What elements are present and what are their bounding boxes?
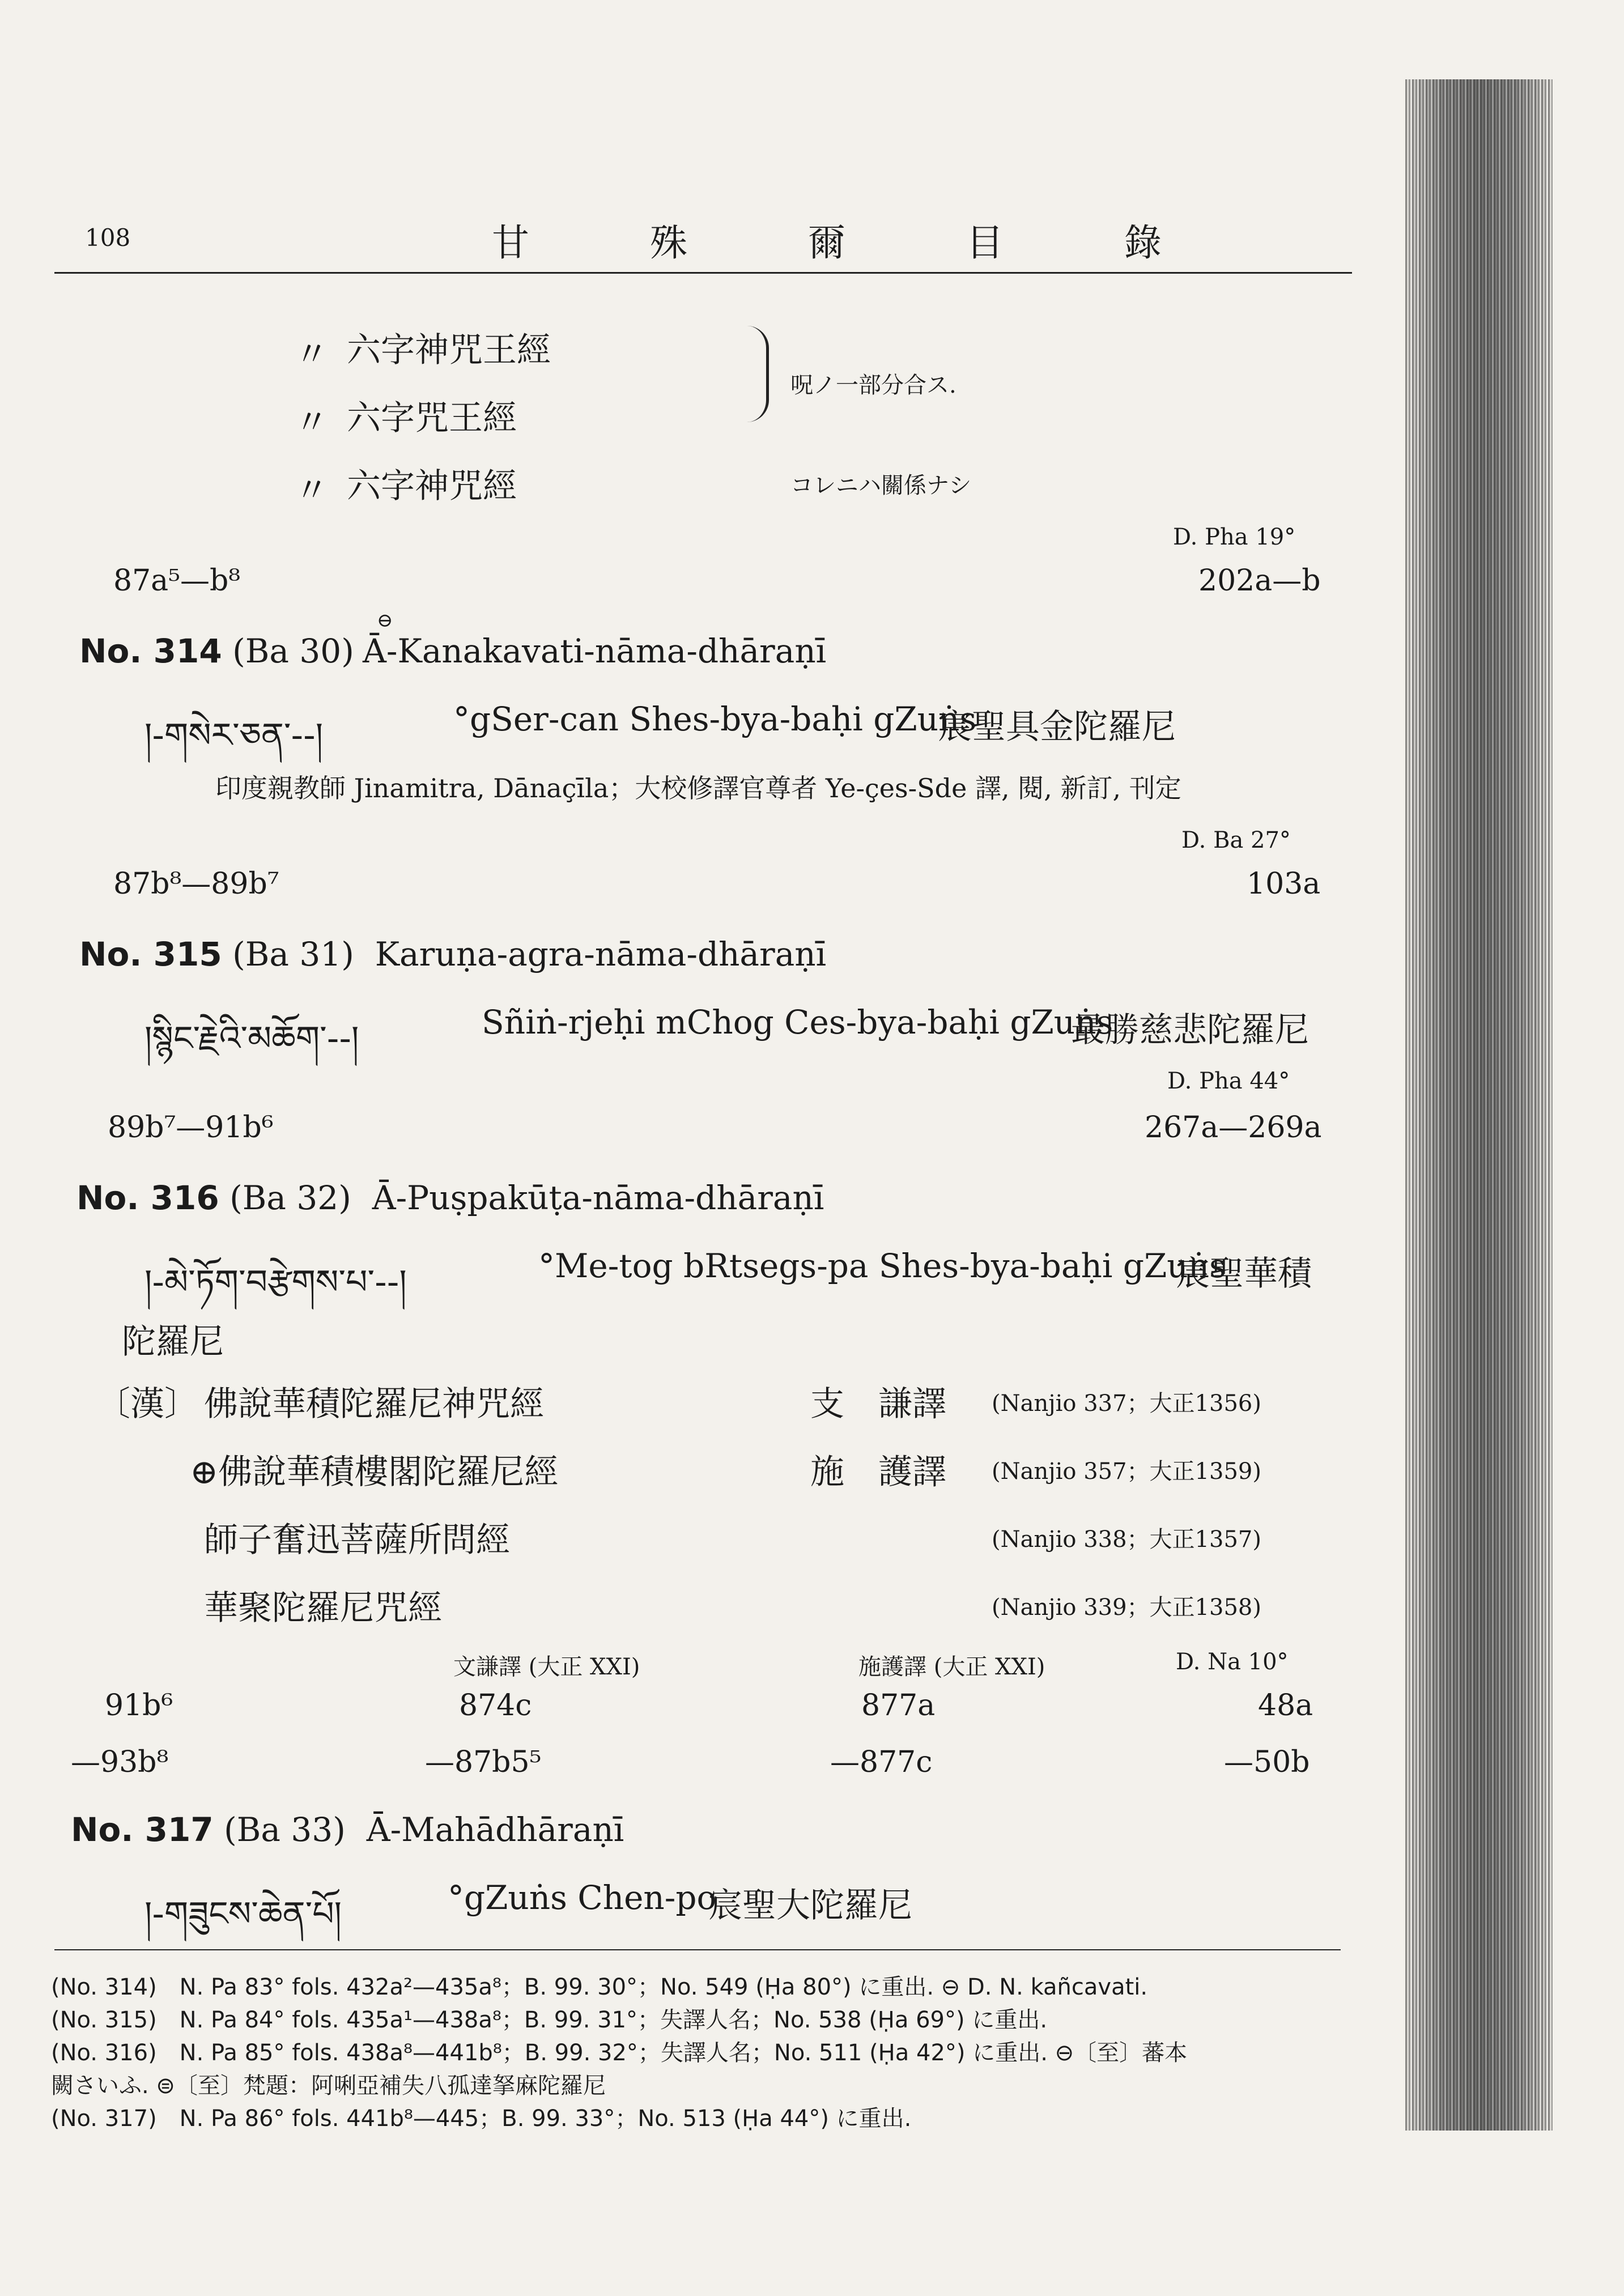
- roman-title: °gZuṅs Chen-po: [448, 1878, 717, 1917]
- chinese-title: 宸聖華積: [1176, 1254, 1312, 1294]
- entry-number: No. 314: [79, 632, 222, 670]
- entry-code: (Ba 32): [229, 1179, 351, 1217]
- col-head-2: 施護譯 (大正 XXI): [858, 1654, 1045, 1680]
- entry-code: (Ba 33): [224, 1810, 346, 1849]
- entry-title: Ā-Puṣpakūṭa-nāma-dhāraṇī: [372, 1179, 824, 1217]
- dref: D. Pha 19°: [1173, 524, 1296, 550]
- dref: D. Ba 27°: [1181, 827, 1291, 853]
- dref: D. Pha 44°: [1167, 1068, 1290, 1094]
- brace-note: 呪ノ一部分合ス.: [790, 372, 956, 398]
- entry-number: No. 316: [76, 1179, 219, 1217]
- footnote: (No. 315) N. Pa 84° fols. 435a¹—438a⁸；B. 99. 31°；失譯人名；No. 538 (Ḥa 69°) に重出.: [51, 2007, 1048, 2033]
- folio-right: 267a—269a: [1145, 1111, 1322, 1145]
- ditto-text: 六字咒王經: [347, 398, 517, 438]
- folio-left: 89b⁷—91b⁶: [108, 1111, 274, 1145]
- entry-title: Ā-Kanakavati-nāma-dhāraṇī: [363, 632, 827, 670]
- folio-cell: —93b⁸: [71, 1745, 169, 1779]
- ditto-text: 六字神咒王經: [347, 330, 551, 370]
- col-head-1: 文謙譯 (大正 XXI): [453, 1654, 640, 1680]
- footnote: 闕さいふ. ⊜〔至〕梵題：阿唎亞補失八孤達拏麻陀羅尼: [51, 2073, 606, 2099]
- entry-316-heading: [76, 1179, 824, 1217]
- roman-title: Sñiṅ-rjeḥi mChog Ces-bya-baḥi gZuṅs: [482, 1003, 1113, 1041]
- folio-cell: 877a: [861, 1689, 936, 1723]
- ditto-mark: 〃: [295, 403, 329, 443]
- folio-left: 87b⁸—89b⁷: [113, 867, 279, 901]
- folio-right: 103a: [1247, 867, 1321, 901]
- col-head-3: D. Na 10°: [1176, 1649, 1289, 1675]
- han-ref: (Nanjio 338；大正1357): [992, 1527, 1261, 1553]
- header-rule: [54, 272, 1352, 274]
- folio-cell: 874c: [459, 1689, 532, 1723]
- chinese-title-cont: 陀羅尼: [122, 1322, 224, 1362]
- entry-315-heading: [79, 935, 826, 973]
- tibetan-title: །-གཟུངས་ཆེན་པོ།: [144, 1894, 342, 1934]
- roman-title: °Me-tog bRtsegs-pa Shes-bya-baḥi gZuṅs: [538, 1247, 1226, 1285]
- han-ref: (Nanjio 337；大正1356): [992, 1391, 1261, 1417]
- entry-314-heading: [79, 632, 354, 670]
- scan-edge-shadow: [1405, 79, 1553, 2131]
- han-title: 佛說華積陀羅尼神咒經: [204, 1384, 544, 1424]
- entry-317-heading: [71, 1810, 624, 1849]
- folio-cell: 91b⁶: [105, 1689, 173, 1723]
- folio-cell: —50b: [1224, 1745, 1310, 1779]
- han-title: ⊕佛說華積樓閣陀羅尼經: [190, 1452, 559, 1492]
- han-translator: 支 謙譯: [810, 1384, 946, 1424]
- tibetan-title: །སྙིང་རྗེའི་མཆོག་--།: [144, 1019, 359, 1058]
- footnote: (No. 317) N. Pa 86° fols. 441b⁸—445；B. 99. 33°；No. 513 (Ḥa 44°) に重出.: [51, 2106, 912, 2132]
- entry-mark: ⊖: [377, 609, 393, 632]
- folio-cell: —877c: [830, 1745, 933, 1779]
- brace-note-2: コレニハ關係ナシ: [790, 473, 972, 499]
- footnote: (No. 314) N. Pa 83° fols. 432a²—435a⁸；B. 99. 30°；No. 549 (Ḥa 80°) に重出. ⊖ D. N. kañcavati.: [51, 1974, 1148, 2000]
- tibetan-title: །-མེ་ཏོག་བརྩེགས་པ་--།: [144, 1262, 407, 1302]
- entry-number: No. 315: [79, 935, 222, 973]
- page-title: 甘 殊 爾 目 錄: [492, 221, 1216, 265]
- page-number: 108: [85, 224, 131, 252]
- ditto-text: 六字神咒經: [347, 466, 517, 506]
- entry-code: (Ba 31): [232, 935, 354, 973]
- han-title: 師子奮迅菩薩所問經: [204, 1520, 510, 1560]
- entry-title: Ā-Mahādhāraṇī: [366, 1810, 624, 1849]
- chinese-title: 最勝慈悲陀羅尼: [1071, 1010, 1309, 1050]
- entry-number: No. 317: [71, 1810, 214, 1849]
- chinese-title: 宸聖具金陀羅尼: [938, 707, 1176, 747]
- han-translator: 施 護譯: [810, 1452, 946, 1492]
- folio-cell: 48a: [1258, 1689, 1313, 1723]
- roman-title: °gSer-can Shes-bya-baḥi gZuṅs: [453, 700, 977, 738]
- folio-left: 87a⁵—b⁸: [113, 564, 241, 598]
- han-ref: (Nanjio 339；大正1358): [992, 1595, 1261, 1621]
- footnote: (No. 316) N. Pa 85° fols. 438a⁸—441b⁸；B. 99. 32°；失譯人名；No. 511 (Ḥa 42°) に重出. ⊖〔至〕蕃本: [51, 2040, 1188, 2066]
- entry-title: Karuṇa-agra-nāma-dhāraṇī: [375, 935, 827, 973]
- folio-right: 202a—b: [1198, 564, 1321, 598]
- ditto-mark: 〃: [295, 335, 329, 375]
- footnote-rule: [54, 1949, 1341, 1950]
- han-label: 〔漢〕: [96, 1384, 198, 1424]
- brace: [747, 326, 769, 422]
- chinese-title: 宸聖大陀羅尼: [708, 1886, 912, 1925]
- han-ref: (Nanjio 357；大正1359): [992, 1459, 1261, 1485]
- folio-cell: —87b5⁵: [425, 1745, 542, 1779]
- ditto-mark: 〃: [295, 471, 329, 511]
- han-title: 華聚陀羅尼咒經: [204, 1588, 442, 1628]
- tibetan-title: །-གསེར་ཅན་--།: [144, 716, 324, 755]
- entry-code: (Ba 30): [232, 632, 354, 670]
- translators: 印度親教師 Jinamitra, Dānaçīla；大校修譯官尊者 Ye-çes-Sde 譯, 閱, 新訂, 刊定: [215, 773, 1181, 803]
